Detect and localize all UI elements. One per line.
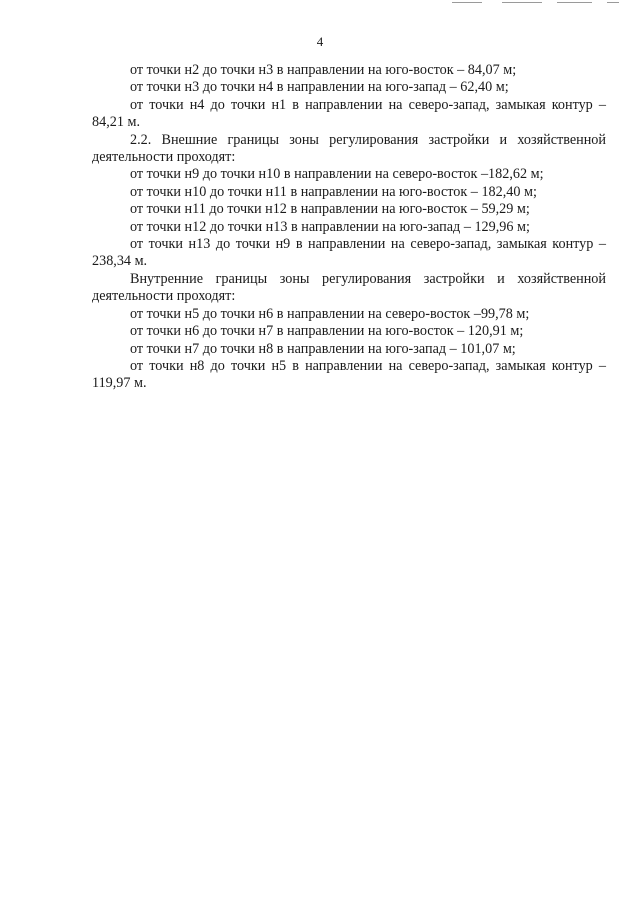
inner-boundaries-heading: Внутренние границы зоны регулирования застройки и хозяйственной деятельности проходят: [92, 270, 606, 305]
boundary-segment-n2-n3: от точки н2 до точки н3 в направлении на юго-восток – 84,07 м; [130, 62, 517, 78]
document-body [92, 62, 606, 393]
boundary-segment-n7-n8: от точки н7 до точки н8 в направлении на юго-запад – 101,07 м; [130, 340, 516, 357]
boundary-segment-n13-n9: от точки н13 до точки н9 в направлении на северо-запад, замыкая контур – 238,34 м. [92, 236, 606, 270]
scan-artifact-marks [432, 0, 632, 12]
boundary-segment-n5-n6: от точки н5 до точки н6 в направлении на северо-восток –99,78 м; [130, 305, 530, 322]
page-number: 4 [316, 34, 324, 49]
boundary-segment-n9-n10: от точки н9 до точки н10 в направлении на северо-восток –182,62 м; [130, 166, 544, 183]
boundary-segment-n11-n12: от точки н11 до точки н12 в направлении на юго-восток – 59,29 м; [130, 201, 530, 218]
boundary-segment-n10-n11: от точки н10 до точки н11 в направлении на юго-восток – 182,40 м; [130, 183, 537, 200]
boundary-segment-n6-n7: от точки н6 до точки н7 в направлении на юго-восток – 120,91 м; [130, 323, 524, 340]
boundary-segment-n8-n5: от точки н8 до точки н5 в направлении на северо-запад, замыкая контур – 119,97 м. [92, 357, 606, 392]
boundary-segment-n12-n13: от точки н12 до точки н13 в направлении на юго-запад – 129,96 м; [130, 218, 530, 235]
boundary-segment-n3-n4: от точки н3 до точки н4 в направлении на юго-запад – 62,40 м; [130, 79, 509, 96]
boundary-segment-n4-n1: от точки н4 до точки н1 в направлении на северо-запад, замыкая контур – 84,21 м. [92, 96, 606, 131]
section-heading-2-2: 2.2. Внешние границы зоны регулирования застройки и хозяйственной деятельности проходят: [92, 131, 606, 166]
